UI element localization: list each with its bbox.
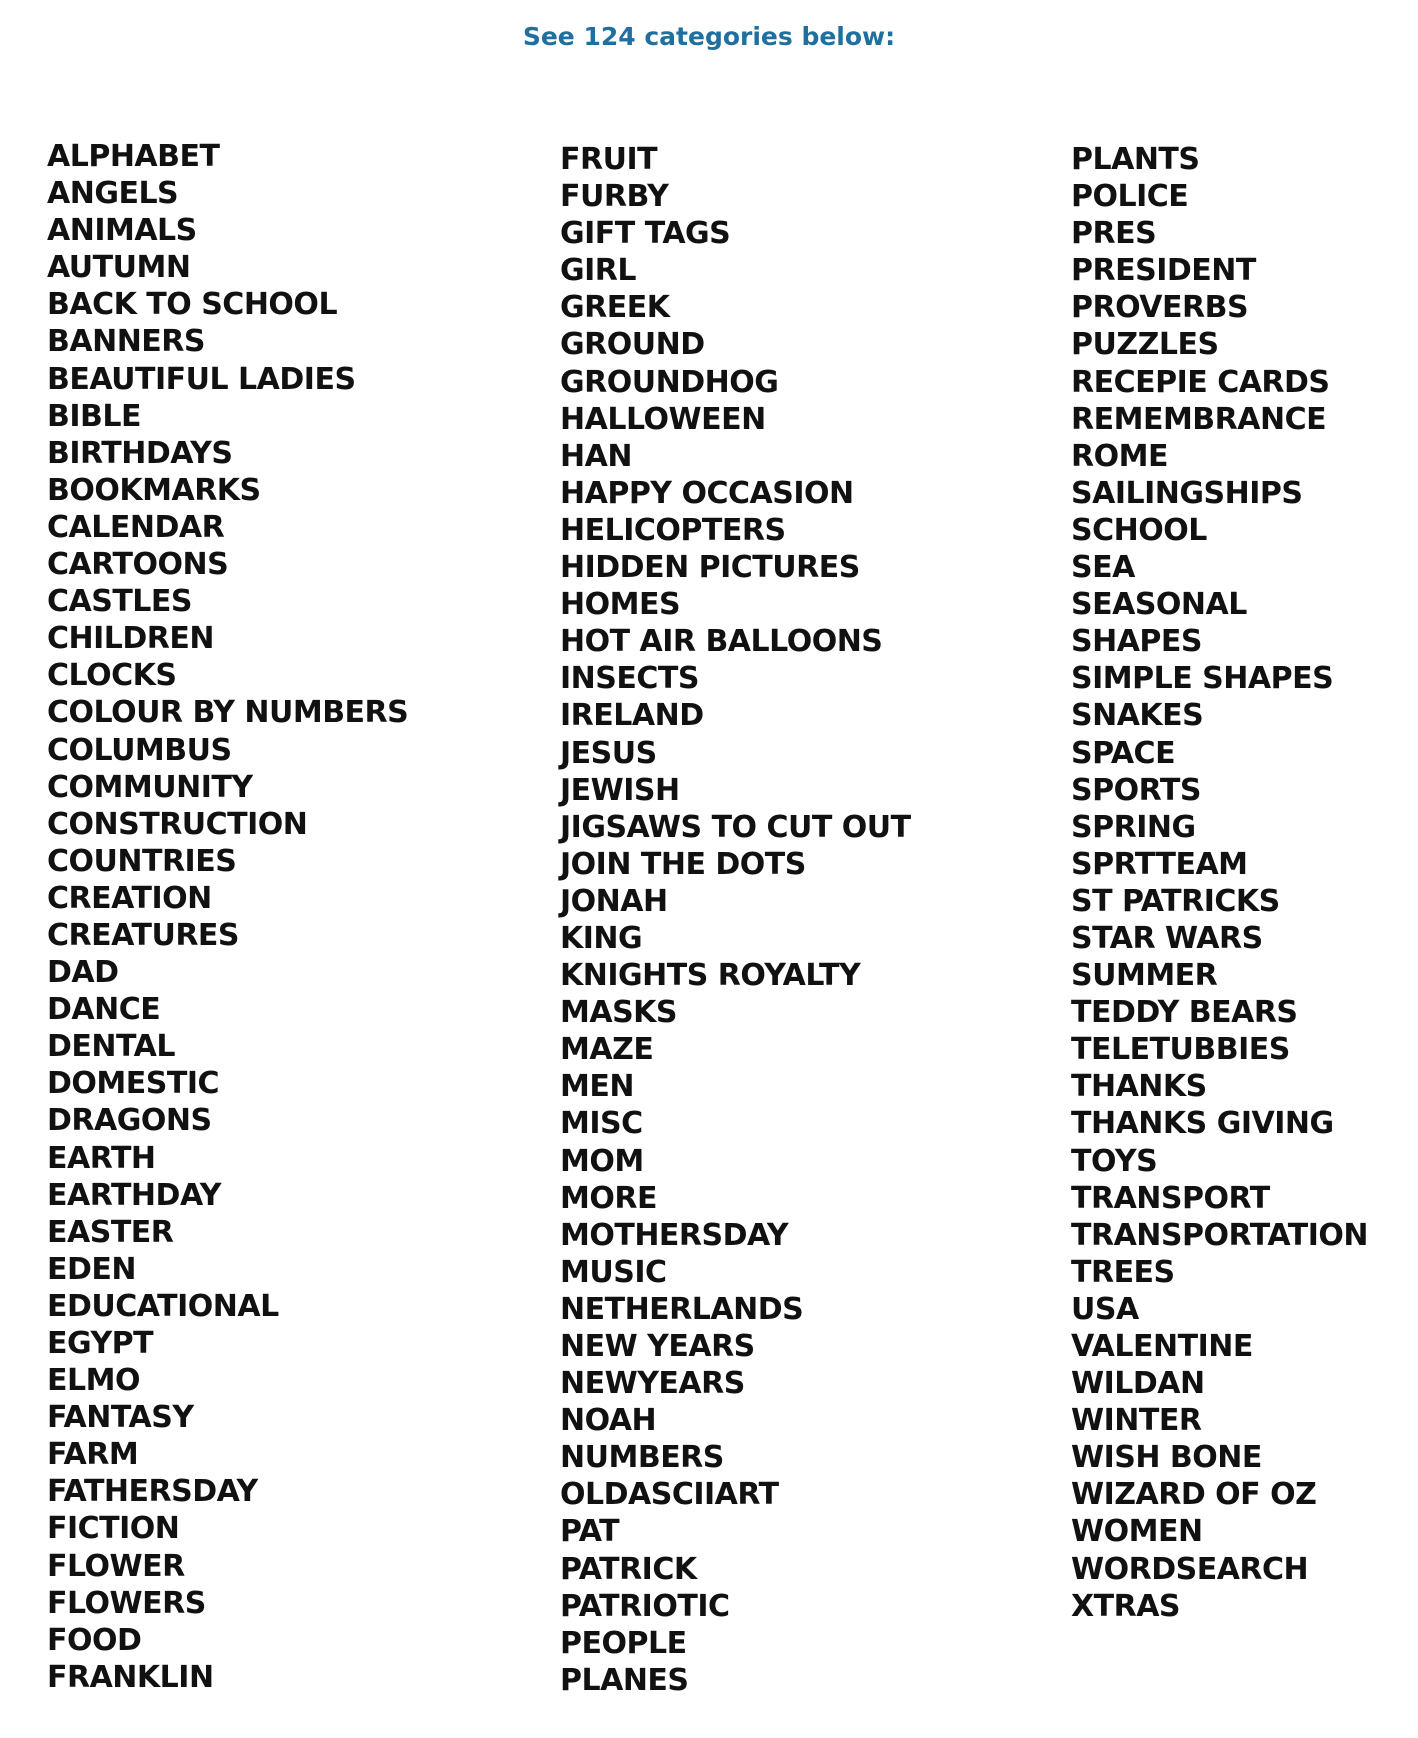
category-item: NEWYEARS (560, 1366, 745, 1402)
category-item: GROUND (560, 327, 705, 363)
category-item: BEAUTIFUL LADIES (47, 361, 356, 397)
category-item: FLOWERS (47, 1585, 206, 1621)
category-item: CALENDAR (47, 509, 225, 545)
category-item: EDUCATIONAL (47, 1288, 279, 1324)
category-item: SEA (1071, 550, 1135, 586)
category-item: OLDASCIIART (560, 1477, 779, 1513)
category-item: NOAH (560, 1403, 657, 1439)
category-item: FLOWER (47, 1548, 185, 1584)
category-item: PRES (1071, 216, 1157, 252)
category-item: COLOUR BY NUMBERS (47, 695, 409, 731)
category-item: JEWISH (560, 772, 680, 808)
category-item: FOOD (47, 1622, 142, 1658)
category-item: EDEN (47, 1251, 136, 1287)
category-item: EARTH (47, 1140, 156, 1176)
category-item: PATRICK (560, 1551, 697, 1587)
category-item: HOMES (560, 587, 681, 623)
category-item: SHAPES (1071, 624, 1203, 660)
category-item: WIZARD OF OZ (1071, 1477, 1317, 1513)
category-item: RECEPIE CARDS (1071, 364, 1330, 400)
category-item: FRUIT (560, 142, 658, 177)
category-item: MASKS (560, 995, 678, 1031)
category-item: CHILDREN (47, 621, 215, 657)
category-item: JONAH (560, 883, 668, 919)
category-item: HELICOPTERS (560, 512, 786, 548)
category-item: BACK TO SCHOOL (47, 287, 338, 323)
category-item: TOYS (1071, 1143, 1158, 1179)
category-item: KNIGHTS ROYALTY (560, 958, 861, 994)
category-item: CASTLES (47, 584, 193, 620)
category-item: PRESIDENT (1071, 253, 1256, 289)
category-item: WISH BONE (1071, 1440, 1262, 1476)
category-item: STAR WARS (1071, 920, 1263, 956)
category-item: ANGELS (47, 176, 179, 212)
page-heading: See 124 categories below: (522, 22, 896, 51)
category-item: REMEMBRANCE (1071, 401, 1327, 437)
category-item: MUSIC (560, 1254, 667, 1290)
category-item: CARTOONS (47, 547, 229, 583)
category-item: HAN (560, 438, 632, 474)
category-item: GIRL (560, 253, 637, 289)
category-item: ST PATRICKS (1071, 883, 1280, 919)
category-item: BIRTHDAYS (47, 435, 233, 471)
category-item: COMMUNITY (47, 769, 253, 805)
category-item: JIGSAWS TO CUT OUT (560, 809, 911, 845)
category-item: TREES (1071, 1254, 1175, 1290)
category-item: SNAKES (1071, 698, 1204, 734)
category-item: PUZZLES (1071, 327, 1219, 363)
category-item: POLICE (1071, 179, 1189, 215)
category-item: VALENTINE (1071, 1329, 1253, 1364)
category-item: DENTAL (47, 1029, 175, 1065)
category-item: SUMMER (1071, 958, 1218, 994)
category-item: USA (1071, 1291, 1139, 1327)
category-item: FURBY (560, 179, 669, 215)
category-item: TEDDY BEARS (1071, 995, 1298, 1031)
category-item: CONSTRUCTION (47, 806, 308, 842)
category-item: THANKS GIVING (1071, 1106, 1334, 1142)
category-item: PAT (560, 1514, 620, 1550)
category-item: PEOPLE (560, 1625, 687, 1661)
category-item: COUNTRIES (47, 843, 237, 879)
category-item: TRANSPORT (1071, 1180, 1270, 1216)
category-item: GIFT TAGS (560, 216, 731, 252)
category-item: WILDAN (1071, 1366, 1205, 1402)
category-item: SCHOOL (1071, 512, 1207, 548)
category-item: HOT AIR BALLOONS (560, 624, 883, 660)
category-item: GROUNDHOG (560, 364, 779, 400)
category-item: MEN (560, 1069, 634, 1105)
category-item: JOIN THE DOTS (560, 846, 806, 882)
category-item: NEW YEARS (560, 1329, 755, 1364)
category-item: HAPPY OCCASION (560, 475, 854, 511)
category-item: MAZE (560, 1032, 654, 1068)
category-item: BANNERS (47, 324, 205, 360)
category-item: DRAGONS (47, 1103, 212, 1139)
category-item: PLANES (560, 1662, 689, 1698)
category-item: ALPHABET (47, 139, 220, 174)
category-item: WOMEN (1071, 1514, 1203, 1550)
category-item: PATRIOTIC (560, 1588, 730, 1624)
category-item: PLANTS (1071, 142, 1200, 177)
category-item: GREEK (560, 290, 670, 326)
category-item: SIMPLE SHAPES (1071, 661, 1334, 697)
category-item: BOOKMARKS (47, 472, 261, 508)
category-item: FICTION (47, 1511, 180, 1547)
category-item: PROVERBS (1071, 290, 1249, 326)
category-item: BIBLE (47, 398, 142, 434)
category-item: EGYPT (47, 1326, 154, 1361)
category-item: HALLOWEEN (560, 401, 766, 437)
category-column-3 (1071, 141, 1368, 1625)
category-item: DANCE (47, 992, 161, 1028)
category-column-2 (560, 141, 911, 1699)
category-item: AUTUMN (47, 250, 191, 286)
category-item: THANKS (1071, 1069, 1207, 1105)
category-item: ROME (1071, 438, 1168, 474)
category-item: MOTHERSDAY (560, 1217, 789, 1253)
category-item: MISC (560, 1106, 643, 1142)
category-item: SPRTTEAM (1071, 846, 1248, 882)
category-item: CLOCKS (47, 658, 177, 694)
category-item: XTRAS (1071, 1588, 1181, 1624)
category-item: MOM (560, 1143, 644, 1179)
category-item: CREATURES (47, 917, 240, 953)
category-item: IRELAND (560, 698, 704, 734)
category-item: FARM (47, 1437, 139, 1473)
category-item: COLUMBUS (47, 732, 232, 768)
category-item: SPRING (1071, 809, 1196, 845)
category-item: EASTER (47, 1214, 174, 1250)
category-item: FRANKLIN (47, 1659, 214, 1695)
category-item: EARTHDAY (47, 1177, 222, 1213)
category-item: ANIMALS (47, 213, 197, 249)
category-item: SAILINGSHIPS (1071, 475, 1303, 511)
category-item: DAD (47, 955, 119, 991)
category-item: JESUS (560, 735, 657, 771)
category-item: NETHERLANDS (560, 1291, 804, 1327)
category-item: INSECTS (560, 661, 699, 697)
category-item: CREATION (47, 880, 212, 916)
category-item: SEASONAL (1071, 587, 1247, 623)
category-item: WINTER (1071, 1403, 1202, 1439)
category-item: TELETUBBIES (1071, 1032, 1290, 1068)
category-item: WORDSEARCH (1071, 1551, 1309, 1587)
category-item: KING (560, 920, 643, 956)
category-item: ELMO (47, 1363, 140, 1399)
category-item: SPACE (1071, 735, 1176, 771)
category-item: HIDDEN PICTURES (560, 550, 860, 586)
category-item: TRANSPORTATION (1071, 1217, 1368, 1253)
category-item: SPORTS (1071, 772, 1201, 808)
category-item: FANTASY (47, 1400, 194, 1436)
category-item: DOMESTIC (47, 1066, 220, 1102)
category-item: NUMBERS (560, 1440, 724, 1476)
category-item: FATHERSDAY (47, 1474, 258, 1510)
category-item: MORE (560, 1180, 657, 1216)
category-column-1 (47, 138, 408, 1696)
